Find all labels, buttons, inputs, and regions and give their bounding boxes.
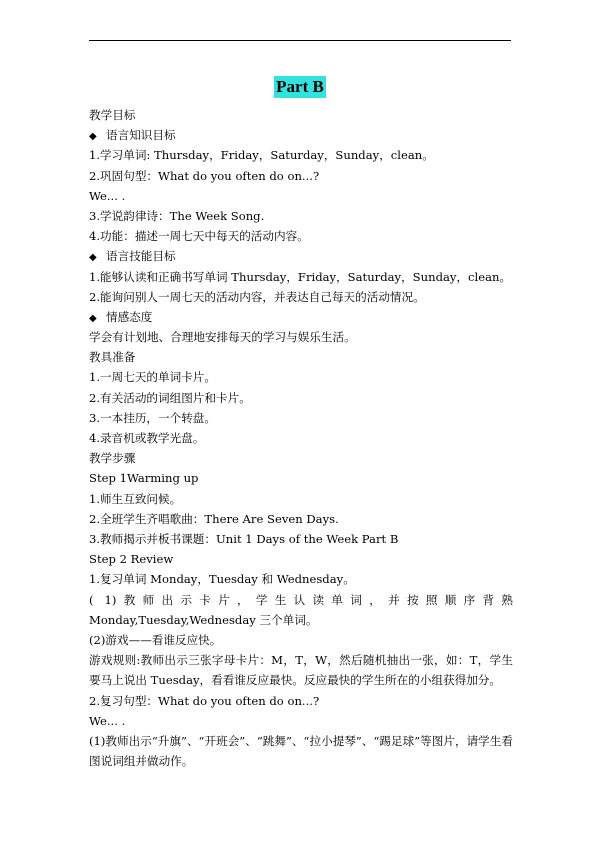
text-line: 3.教师揭示并板书课题：Unit 1 Days of the Week Part B xyxy=(89,531,399,546)
bullet-heading: ◆ 语言技能目标 xyxy=(89,246,513,266)
text-line: (2)游戏——看谁反应快。 xyxy=(89,632,222,647)
text-line: 3.一本挂历，一个转盘。 xyxy=(89,410,216,425)
text-line: 1.能够认读和正确书写单词 Thursday，Friday，Saturday，Sunday，clean。 xyxy=(89,269,512,284)
text-line: 学会有计划地、合理地安排每天的学习与娱乐生活。 xyxy=(89,330,356,345)
step-heading: Step 1Warming up xyxy=(89,471,199,486)
paragraph: ( 1)教师出示卡片，学生认读单词，并按照顺序背熟 Monday,Tuesday,Wednesday 三个单词。 xyxy=(89,592,513,627)
page-title: Part B xyxy=(276,77,324,96)
diamond-bullet-icon: ◆ xyxy=(89,131,97,143)
paragraph: 游戏规则:教师出示三张字母卡片：M，T，W，然后随机抽出一张，如：T，学生要马上说出 Tuesday，看看谁反应最快。反应最快的学生所在的小组获得加分。 xyxy=(89,653,513,688)
section-heading: 教具准备 xyxy=(89,350,136,365)
header-rule xyxy=(89,40,511,41)
text-line: 2.复习句型：What do you often do on...? xyxy=(89,693,320,708)
document-body xyxy=(89,105,513,771)
step-heading: Step 2 Review xyxy=(89,552,174,567)
section-heading: 教学目标 xyxy=(89,108,136,122)
text-line: 1.师生互致问候。 xyxy=(89,491,182,506)
text-line: 2.能询问别人一周七天的活动内容，并表达自己每天的活动情况。 xyxy=(89,289,425,304)
text-line: We... . xyxy=(89,188,126,203)
bullet-heading: ◆ 语言知识目标 xyxy=(89,125,513,145)
text-line: 1.学习单词: Thursday，Friday，Saturday，Sunday，clean。 xyxy=(89,148,434,163)
text-line: 1.一周七天的单词卡片。 xyxy=(89,370,216,385)
section-heading: 教学步骤 xyxy=(89,451,136,466)
paragraph: (1)教师出示“升旗”、“开班会”、“跳舞”、“拉小提琴”、“踢足球”等图片，请学生看图说词组并做动作。 xyxy=(89,733,513,769)
text-line: 3.学说韵律诗：The Week Song. xyxy=(89,208,265,223)
text-line: 2.全班学生齐唱歌曲：There Are Seven Days. xyxy=(89,511,339,526)
diamond-bullet-icon: ◆ xyxy=(89,252,97,264)
text-line: 2.巩固句型：What do you often do on...? xyxy=(89,168,320,183)
diamond-bullet-icon: ◆ xyxy=(89,312,97,324)
text-line: 4.功能：描述一周七天中每天的活动内容。 xyxy=(89,229,309,244)
text-line: 2.有关活动的词组图片和卡片。 xyxy=(89,390,251,405)
text-line: 1.复习单词 Monday，Tuesday 和 Wednesday。 xyxy=(89,572,355,587)
text-line: 4.录音机或教学光盘。 xyxy=(89,431,205,445)
bullet-heading: ◆ 情感态度 xyxy=(89,307,513,327)
title-wrap xyxy=(0,76,600,98)
text-line: We... . xyxy=(89,713,126,728)
